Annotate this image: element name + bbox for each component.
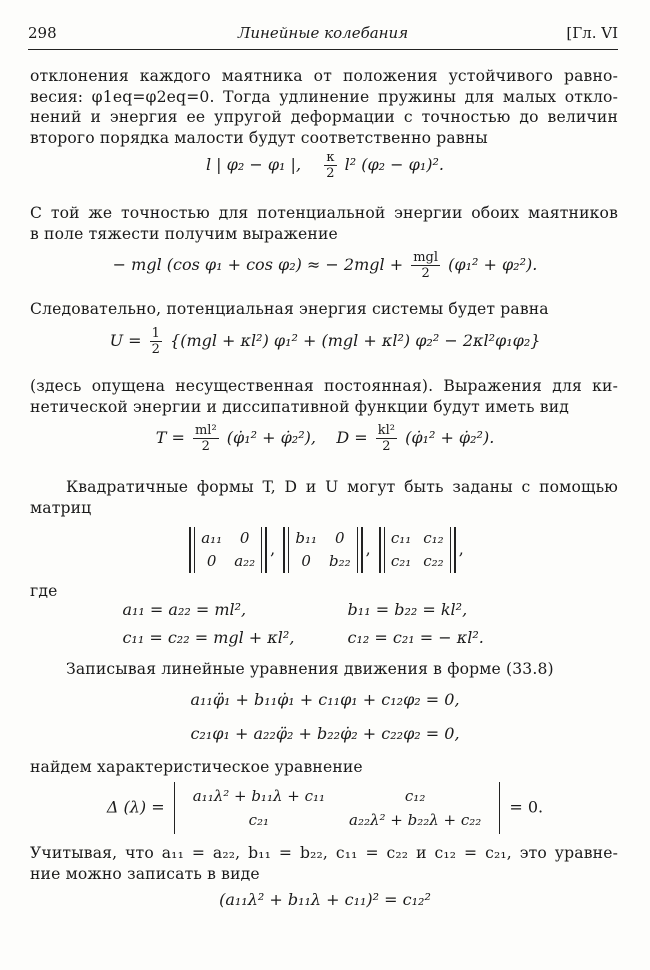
equation-kinetic-dissipative bbox=[0, 423, 650, 454]
eq-part: (φ̇₁² + φ̇₂²), bbox=[226, 428, 316, 447]
matrix-cell: a₂₂ bbox=[234, 552, 256, 570]
eq-part: (φ₁² + φ₂²). bbox=[448, 255, 538, 274]
chapter-label: [Гл. VI bbox=[566, 24, 618, 42]
eq-part: (φ̇₁² + φ̇₂²). bbox=[405, 428, 495, 447]
matrix-cell: c₂₁ bbox=[390, 552, 412, 570]
separator: , bbox=[270, 539, 276, 559]
fraction bbox=[376, 423, 397, 454]
text-line: весия: φ1eq=φ2eq=0. Тогда удлинение пружины для малых откло- bbox=[30, 87, 618, 106]
equation-gravity-energy bbox=[0, 250, 650, 281]
text-line: где bbox=[30, 582, 58, 600]
paragraph-6 bbox=[30, 659, 618, 680]
page-number: 298 bbox=[28, 24, 57, 42]
paragraph-5 bbox=[30, 477, 618, 518]
text-line: Квадратичные формы T, D и U могут быть заданы с помощью bbox=[66, 478, 618, 496]
running-title: Линейные колебания bbox=[237, 24, 409, 42]
text-line: найдем характеристическое уравнение bbox=[30, 758, 363, 776]
frac-num: kl² bbox=[377, 423, 395, 438]
text-line: отклонения каждого маятника от положения устойчивого равно- bbox=[30, 67, 618, 85]
matrix-cell: 0 bbox=[206, 552, 217, 570]
det-cell: a₁₁λ² + b₁₁λ + c₁₁ bbox=[192, 787, 325, 805]
det-cell: c₂₁ bbox=[248, 811, 270, 829]
eq-part: a₁₁ = a₂₂ = ml², bbox=[122, 600, 247, 619]
equation-motion-2 bbox=[0, 724, 650, 743]
equation-spring-energy bbox=[0, 150, 650, 181]
where-label bbox=[30, 581, 618, 602]
frac-num: 1 bbox=[151, 326, 160, 341]
text-line: Следовательно, потенциальная энергия системы будет равна bbox=[30, 300, 549, 318]
matrix-cell: 0 bbox=[301, 552, 311, 570]
paragraph-7 bbox=[30, 757, 618, 778]
paragraph-2 bbox=[30, 203, 618, 244]
matrix-cell: 0 bbox=[335, 529, 345, 547]
matrix-cell: c₂₂ bbox=[423, 552, 444, 570]
frac-den: 2 bbox=[151, 342, 160, 357]
paragraph-8 bbox=[30, 843, 618, 884]
eq-part: c₁₂ = c₂₁ = − κl². bbox=[347, 628, 484, 647]
matrices-row bbox=[0, 527, 650, 573]
matrix-cell: c₁₁ bbox=[390, 529, 412, 547]
text-line: (здесь опущена несущественная постоянная). Выражения для ки- bbox=[30, 377, 618, 395]
paragraph-1 bbox=[30, 66, 618, 148]
eq-part: − mgl (cos φ₁ + cos φ₂) ≈ − 2mgl + bbox=[112, 255, 404, 274]
text-line: в поле тяжести получим выражение bbox=[30, 224, 338, 243]
text-line: Записывая линейные уравнения движения в форме (33.8) bbox=[66, 660, 554, 678]
eq-part: D = bbox=[336, 428, 368, 447]
frac-num: mgl bbox=[413, 250, 439, 265]
matrix-cell: 0 bbox=[239, 529, 250, 547]
eq-part: l | φ₂ − φ₁ |, bbox=[205, 155, 302, 174]
text-line: ние можно записать в виде bbox=[30, 864, 260, 883]
separator: , bbox=[458, 539, 464, 559]
eq-part: U = bbox=[109, 331, 142, 350]
running-header bbox=[28, 24, 618, 46]
eq-part: c₂₁φ₁ + a₂₂φ̈₂ + b₂₂φ̇₂ + c₂₂φ₂ = 0, bbox=[190, 724, 460, 743]
equation-potential-energy bbox=[0, 326, 650, 357]
det-cell: c₁₂ bbox=[404, 787, 426, 805]
text-line: нетической энергии и диссипативной функции будут иметь вид bbox=[30, 397, 569, 416]
matrix-cell: a₁₁ bbox=[201, 529, 223, 547]
frac-den: 2 bbox=[382, 439, 391, 454]
equation-motion-1 bbox=[0, 690, 650, 709]
eq-part: T = bbox=[155, 428, 185, 447]
frac-den: 2 bbox=[421, 266, 430, 281]
eq-part: {(mgl + κl²) φ₁² + (mgl + κl²) φ₂² − 2κl²φ₁φ₂} bbox=[170, 331, 541, 350]
frac-num: ml² bbox=[194, 423, 217, 438]
eq-part: Δ (λ) = bbox=[106, 797, 165, 817]
fraction bbox=[150, 326, 162, 357]
determinant bbox=[174, 782, 501, 834]
equation-squared bbox=[0, 890, 650, 909]
equation-coefficients-2 bbox=[0, 628, 650, 647]
eq-part: = 0. bbox=[509, 797, 544, 817]
fraction bbox=[193, 423, 219, 454]
header-rule bbox=[28, 49, 618, 50]
text-line: Учитывая, что a₁₁ = a₂₂, b₁₁ = b₂₂, c₁₁ = c₂₂ и c₁₂ = c₂₁, это уравне- bbox=[30, 844, 618, 862]
eq-part: l² (φ₂ − φ₁)². bbox=[344, 155, 445, 174]
equation-characteristic bbox=[0, 782, 650, 834]
fraction bbox=[411, 250, 440, 281]
frac-den: 2 bbox=[326, 166, 335, 181]
text-line: матриц bbox=[30, 498, 92, 517]
text-line: нений и энергия ее упругой деформации с точностью до величин bbox=[30, 108, 618, 126]
matrix-b bbox=[283, 527, 362, 573]
separator: , bbox=[365, 539, 371, 559]
paragraph-3 bbox=[30, 299, 618, 320]
text-line: С той же точностью для потенциальной энергии обоих маятников bbox=[30, 204, 618, 222]
frac-num: κ bbox=[326, 150, 335, 165]
matrix-cell: b₁₁ bbox=[295, 529, 317, 547]
matrix-cell: b₂₂ bbox=[329, 552, 351, 570]
frac-den: 2 bbox=[201, 439, 210, 454]
paragraph-4 bbox=[30, 376, 618, 417]
matrix-a bbox=[189, 527, 267, 573]
text-line: второго порядка малости будут соответственно равны bbox=[30, 128, 488, 147]
matrix-cell: c₁₂ bbox=[423, 529, 444, 547]
eq-part: (a₁₁λ² + b₁₁λ + c₁₁)² = c₁₂² bbox=[219, 890, 431, 909]
eq-part: c₁₁ = c₂₂ = mgl + κl², bbox=[122, 628, 295, 647]
eq-part: b₁₁ = b₂₂ = kl², bbox=[347, 600, 468, 619]
eq-part: a₁₁φ̈₁ + b₁₁φ̇₁ + c₁₁φ₁ + c₁₂φ₂ = 0, bbox=[190, 690, 460, 709]
equation-coefficients bbox=[0, 600, 650, 619]
det-cell: a₂₂λ² + b₂₂λ + c₂₂ bbox=[349, 811, 482, 829]
fraction bbox=[324, 150, 336, 181]
matrix-c bbox=[379, 527, 456, 573]
